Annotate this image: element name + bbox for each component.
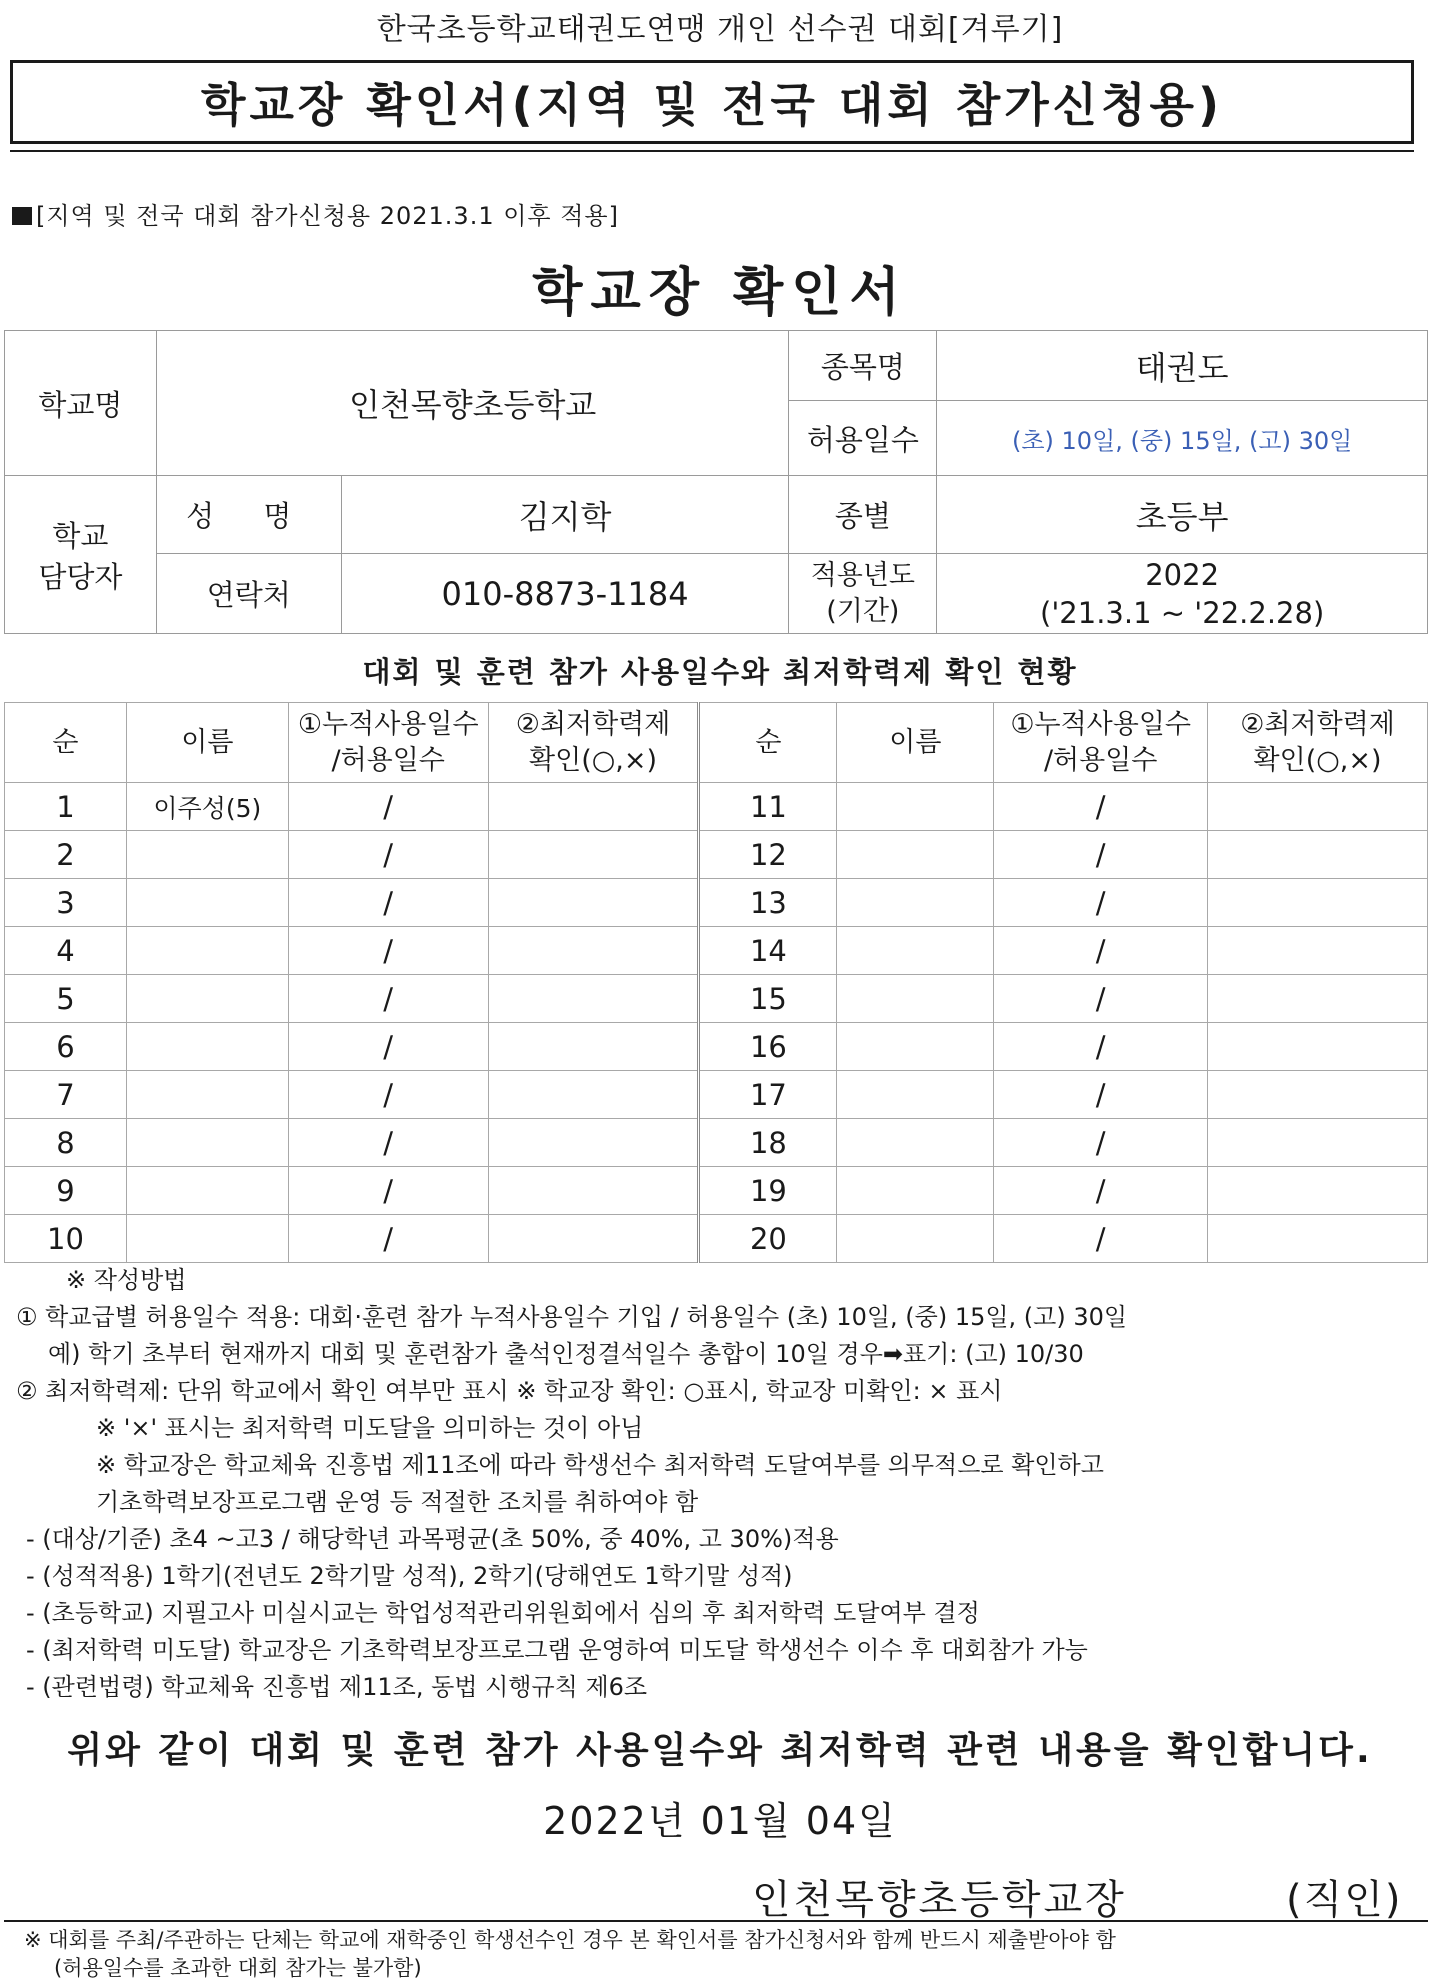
table-row: [5, 1167, 1428, 1215]
row-no: 15: [699, 975, 837, 1023]
row-min: [488, 1071, 699, 1119]
instruction-line: ※ '×' 표시는 최저학력 미도달을 의미하는 것이 아님: [96, 1414, 644, 1442]
row-name: [126, 927, 288, 975]
footnote-divider: [4, 1920, 1428, 1922]
confirmation-statement: 위와 같이 대회 및 훈련 참가 사용일수와 최저학력 관련 내용을 확인합니다.: [67, 1730, 1373, 1771]
table-row: [5, 1071, 1428, 1119]
phone-value: 010-8873-1184: [341, 554, 789, 634]
row-name: 이주성(5): [126, 783, 288, 831]
table-row: [5, 1023, 1428, 1071]
row-no: 11: [699, 783, 837, 831]
instruction-line: - (초등학교) 지필고사 미실시교는 학업성적관리위원회에서 심의 후 최저학력 도달여부 결정: [26, 1599, 980, 1627]
row-no: 12: [699, 831, 837, 879]
row-no: 13: [699, 879, 837, 927]
row-name: [837, 879, 994, 927]
title-divider: [10, 150, 1414, 152]
row-days: /: [288, 783, 488, 831]
table-row: [5, 783, 1428, 831]
row-days: /: [994, 927, 1208, 975]
row-min: [488, 783, 699, 831]
instruction-line: ※ 학교장은 학교체육 진흥법 제11조에 따라 학생선수 최저학력 도달여부를 의무적으로 확인하고: [96, 1451, 1104, 1479]
row-name: [837, 927, 994, 975]
header-days-line1: ①누적사용일수: [1010, 708, 1192, 740]
row-days: /: [994, 1023, 1208, 1071]
instructions-heading: ※ 작성방법: [66, 1266, 187, 1294]
row-no: 9: [5, 1167, 127, 1215]
row-days: /: [994, 879, 1208, 927]
row-name: [126, 1215, 288, 1263]
category-label: 종별: [789, 476, 937, 554]
row-days: /: [288, 1071, 488, 1119]
name-label: 성 명: [156, 476, 341, 554]
row-min: [488, 1023, 699, 1071]
instruction-line: 기초학력보장프로그램 운영 등 적절한 조치를 취하여야 함: [96, 1488, 699, 1516]
row-min: [488, 831, 699, 879]
row-name: [126, 1071, 288, 1119]
footnote-line: ※ 대회를 주최/주관하는 단체는 학교에 재학중인 학생선수인 경우 본 확인서를 참가신청서와 함께 반드시 제출받아야 함: [24, 1928, 1116, 1952]
header-name-left: 이름: [126, 703, 288, 783]
form-title: 학교장 확인서(지역 및 전국 대회 참가신청용): [10, 60, 1414, 144]
row-days: /: [288, 1023, 488, 1071]
instruction-line: ② 최저학력제: 단위 학교에서 확인 여부만 표시 ※ 학교장 확인: ○표시, 학교장 미확인: × 표시: [16, 1377, 1003, 1405]
row-min: [488, 1215, 699, 1263]
allowed-days-value: (초) 10일, (중) 15일, (고) 30일: [937, 401, 1428, 476]
applicability-text: [지역 및 전국 대회 참가신청용 2021.3.1 이후 적용]: [36, 202, 619, 230]
school-name-value: 인천목향초등학교: [156, 331, 789, 476]
official-seal-mark: (직인): [1286, 1877, 1403, 1923]
roster-body: [5, 783, 1428, 1263]
header-name-right: 이름: [837, 703, 994, 783]
row-days: /: [994, 783, 1208, 831]
roster-header-row: [5, 703, 1428, 783]
row-min: [1208, 783, 1428, 831]
header-min-line1: ②최저학력제: [515, 708, 671, 740]
row-days: /: [288, 1167, 488, 1215]
category-value: 초등부: [937, 476, 1428, 554]
table-row: [5, 975, 1428, 1023]
row-name: [837, 1215, 994, 1263]
table-row: [5, 1119, 1428, 1167]
row-days: /: [994, 1071, 1208, 1119]
year-label-line2: (기간): [826, 595, 900, 627]
period-text: ('21.3.1 ~ '22.2.28): [1040, 595, 1325, 630]
instruction-line: - (최저학력 미도달) 학교장은 기초학력보장프로그램 운영하여 미도달 학생선수 이수 후 대회참가 가능: [26, 1636, 1088, 1664]
row-no: 3: [5, 879, 127, 927]
row-min: [488, 1167, 699, 1215]
row-no: 8: [5, 1119, 127, 1167]
row-no: 7: [5, 1071, 127, 1119]
instruction-line: ① 학교급별 허용일수 적용: 대회·훈련 참가 누적사용일수 기입 / 허용일수 (초) 10일, (중) 15일, (고) 30일: [16, 1303, 1128, 1331]
row-days: /: [994, 831, 1208, 879]
year-value: [937, 554, 1428, 634]
instruction-line: - (성적적용) 1학기(전년도 2학기말 성적), 2학기(당해연도 1학기말 성적): [26, 1562, 793, 1590]
event-title: 한국초등학교태권도연맹 개인 선수권 대회[겨루기]: [376, 12, 1064, 47]
school-name-label: 학교명: [5, 331, 157, 476]
name-value: 김지학: [341, 476, 789, 554]
row-min: [1208, 1023, 1428, 1071]
row-min: [1208, 879, 1428, 927]
contact-person-label: [5, 476, 157, 634]
row-days: /: [994, 1167, 1208, 1215]
row-min: [488, 1119, 699, 1167]
row-min: [1208, 831, 1428, 879]
instruction-line: 예) 학기 초부터 현재까지 대회 및 훈련참가 출석인정결석일수 총합이 10일 경우➡표기: (고) 10/30: [48, 1340, 1084, 1368]
header-min-right: [1208, 703, 1428, 783]
row-days: /: [288, 879, 488, 927]
contact-person-label-line1: 학교: [52, 518, 109, 553]
row-min: [1208, 1071, 1428, 1119]
year-text: 2022: [1145, 557, 1220, 592]
row-days: /: [288, 831, 488, 879]
instructions-section: [8, 1262, 1428, 1706]
row-min: [488, 975, 699, 1023]
header-min-left: [488, 703, 699, 783]
row-days: /: [288, 927, 488, 975]
instruction-line: - (대상/기준) 초4 ~고3 / 해당학년 과목평균(초 50%, 중 40%, 고 30%)적용: [26, 1525, 839, 1553]
header-days-line1: ①누적사용일수: [297, 708, 479, 740]
row-name: [126, 879, 288, 927]
header-no-right: 순: [699, 703, 837, 783]
square-bullet-icon: [12, 207, 32, 225]
row-no: 17: [699, 1071, 837, 1119]
row-name: [126, 975, 288, 1023]
row-name: [126, 831, 288, 879]
row-name: [126, 1167, 288, 1215]
row-no: 18: [699, 1119, 837, 1167]
allowed-days-label: 허용일수: [789, 401, 937, 476]
year-label: [789, 554, 937, 634]
sport-value: 태권도: [937, 331, 1428, 401]
footnote: [24, 1926, 1116, 1982]
row-days: /: [288, 1215, 488, 1263]
row-min: [1208, 1167, 1428, 1215]
row-name: [837, 1023, 994, 1071]
row-min: [488, 927, 699, 975]
row-no: 14: [699, 927, 837, 975]
row-min: [1208, 1119, 1428, 1167]
row-name: [837, 1119, 994, 1167]
contact-person-label-line2: 담당자: [38, 559, 123, 594]
row-days: /: [994, 1215, 1208, 1263]
row-min: [488, 879, 699, 927]
instruction-line: - (관련법령) 학교체육 진흥법 제11조, 동법 시행규칙 제6조: [26, 1673, 648, 1701]
row-days: /: [994, 1119, 1208, 1167]
row-no: 4: [5, 927, 127, 975]
table-row: [5, 927, 1428, 975]
phone-label: 연락처: [156, 554, 341, 634]
row-name: [126, 1023, 288, 1071]
row-name: [837, 783, 994, 831]
row-min: [1208, 927, 1428, 975]
row-days: /: [288, 1119, 488, 1167]
row-name: [837, 975, 994, 1023]
signature-date: 2022년 01월 04일: [543, 1799, 897, 1843]
header-days-line2: /허용일수: [1043, 744, 1158, 776]
header-days-line2: /허용일수: [331, 744, 445, 776]
document-heading: 학교장 확인서: [532, 263, 908, 323]
header-min-line1: ②최저학력제: [1240, 708, 1395, 740]
row-name: [837, 1167, 994, 1215]
header-days-right: [994, 703, 1208, 783]
header-days-left: [288, 703, 488, 783]
table-row: [5, 879, 1428, 927]
sport-label: 종목명: [789, 331, 937, 401]
row-no: 6: [5, 1023, 127, 1071]
footnote-line: (허용일수를 초과한 대회 참가는 불가함): [54, 1956, 422, 1980]
row-name: [126, 1119, 288, 1167]
row-days: /: [288, 975, 488, 1023]
header-no-left: 순: [5, 703, 127, 783]
row-no: 19: [699, 1167, 837, 1215]
row-min: [1208, 975, 1428, 1023]
row-name: [837, 1071, 994, 1119]
row-name: [837, 831, 994, 879]
applicability-note: [12, 196, 619, 231]
roster-section-title: 대회 및 훈련 참가 사용일수와 최저학력제 확인 현황: [362, 655, 1078, 689]
roster-table: [4, 702, 1428, 1263]
school-info-table: [4, 330, 1428, 634]
row-no: 16: [699, 1023, 837, 1071]
row-no: 10: [5, 1215, 127, 1263]
row-no: 5: [5, 975, 127, 1023]
year-label-line1: 적용년도: [810, 559, 916, 591]
row-no: 20: [699, 1215, 837, 1263]
table-row: [5, 831, 1428, 879]
principal-name: 인천목향초등학교장: [752, 1877, 1127, 1923]
row-days: /: [994, 975, 1208, 1023]
header-min-line2: 확인(○,×): [1253, 744, 1382, 776]
table-row: [5, 1215, 1428, 1263]
row-no: 1: [5, 783, 127, 831]
header-min-line2: 확인(○,×): [529, 744, 658, 776]
row-no: 2: [5, 831, 127, 879]
row-min: [1208, 1215, 1428, 1263]
